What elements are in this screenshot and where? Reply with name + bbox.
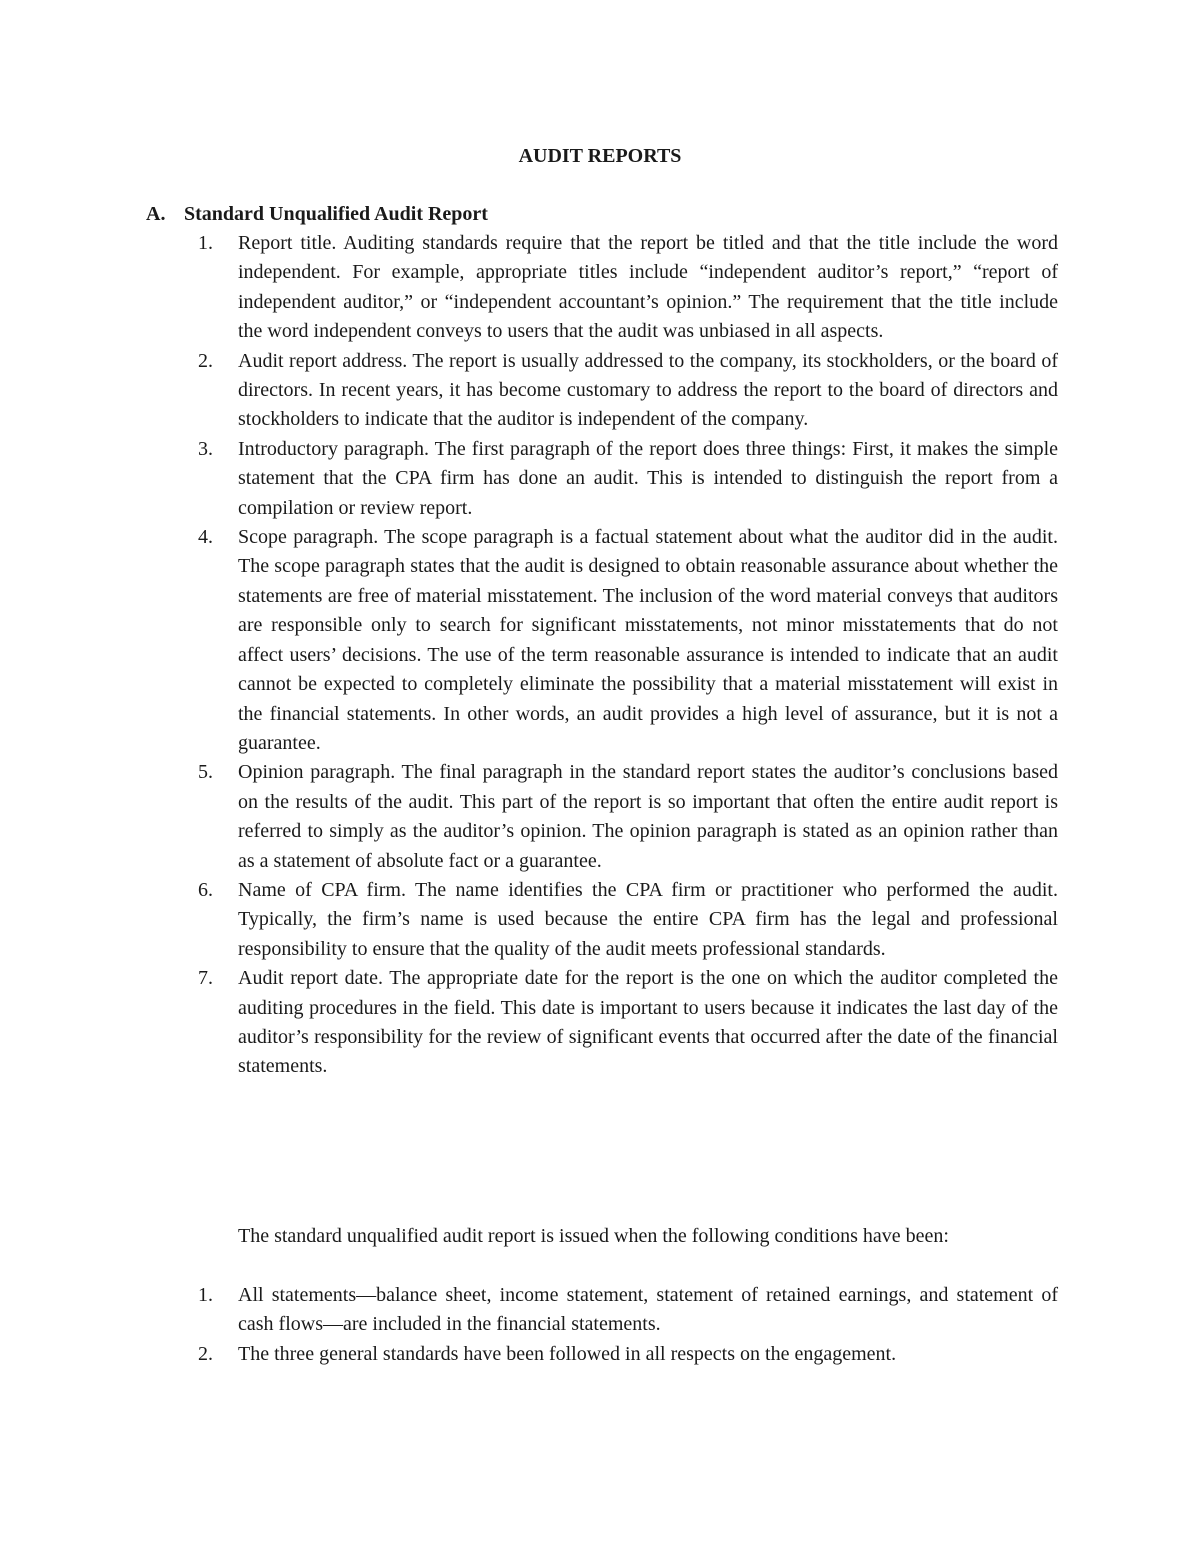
item-text: Audit report address. The report is usually addressed to the company, its stockholders, or the board of directors. In recent years, it has become customary to address the report to the board of directors and stockholders to indicate that the auditor is independent of the company. <box>238 349 1058 431</box>
item-number: 7. <box>198 967 213 990</box>
item-number: 4. <box>198 526 213 549</box>
item-number: 3. <box>198 437 213 460</box>
item-number: 2. <box>198 349 213 372</box>
list-item <box>198 964 1058 1082</box>
list-item <box>198 347 1058 435</box>
item-text: Name of CPA firm. The name identifies the CPA firm or practitioner who performed the audit. Typically, the firm’s name is used because the entire CPA firm has the legal and professional responsibility to ensure that the quality of the audit meets professional standards. <box>238 878 1058 960</box>
section-letter: A. <box>146 203 166 225</box>
list-item <box>198 523 1058 758</box>
conditions-list <box>198 1281 1058 1369</box>
item-text: The three general standards have been followed in all respects on the engagement. <box>238 1342 897 1365</box>
list-item <box>198 229 1058 347</box>
item-text: Scope paragraph. The scope paragraph is a factual statement about what the auditor did in the audit. The scope paragraph states that the audit is designed to obtain reasonable assurance about whether the statements are free of material misstatement. The inclusion of the word material conveys that auditors are responsible only to search for significant misstatements, not minor misstatements that do not affect users’ decisions. The use of the term reasonable assurance is intended to indicate that an audit cannot be expected to completely eliminate the possibility that a material misstatement will exist in the financial statements. In other words, an audit provides a high level of assurance, but it is not a guarantee. <box>238 526 1058 754</box>
list-item <box>198 1340 1058 1369</box>
item-number: 5. <box>198 761 213 784</box>
report-elements-list <box>198 229 1058 1082</box>
item-text: Opinion paragraph. The final paragraph in the standard report states the auditor’s conclusions based on the results of the audit. This part of the report is so important that often the entire audit report is referred to simply as the auditor’s opinion. The opinion paragraph is stated as an opinion rather than as a statement of absolute fact or a guarantee. <box>238 761 1058 872</box>
item-text: All statements—balance sheet, income statement, statement of retained earnings, and statement of cash flows—are included in the financial statements. <box>238 1284 1058 1336</box>
item-number: 1. <box>198 1284 213 1306</box>
section-heading <box>146 200 488 229</box>
list-item <box>198 876 1058 964</box>
item-text: Audit report date. The appropriate date for the report is the one on which the auditor completed the auditing procedures in the field. This date is important to users because it indicates the last day of the auditor’s responsibility for the review of significant events that occurred after the date of the financial statements. <box>238 967 1058 1078</box>
item-text: Introductory paragraph. The first paragraph of the report does three things: First, it makes the simple statement that the CPA firm has done an audit. This is intended to distinguish the report from a compilation or review report. <box>238 437 1058 519</box>
item-text: Report title. Auditing standards require that the report be titled and that the title include the word independent. For example, appropriate titles include “independent auditor’s report,” “report of independent auditor,” or “independent accountant’s opinion.” The requirement that the title include the word independent conveys to users that the audit was unbiased in all aspects. <box>238 232 1058 343</box>
page-title: AUDIT REPORTS <box>518 145 682 167</box>
item-number: 6. <box>198 878 213 901</box>
item-number: 2. <box>198 1342 213 1365</box>
list-item <box>198 758 1058 876</box>
section-heading-text: Standard Unqualified Audit Report <box>184 203 488 225</box>
closing-paragraph: The standard unqualified audit report is issued when the following conditions have been: <box>238 1225 949 1247</box>
list-item <box>198 435 1058 523</box>
item-number: 1. <box>198 232 213 254</box>
list-item <box>198 1281 1058 1340</box>
